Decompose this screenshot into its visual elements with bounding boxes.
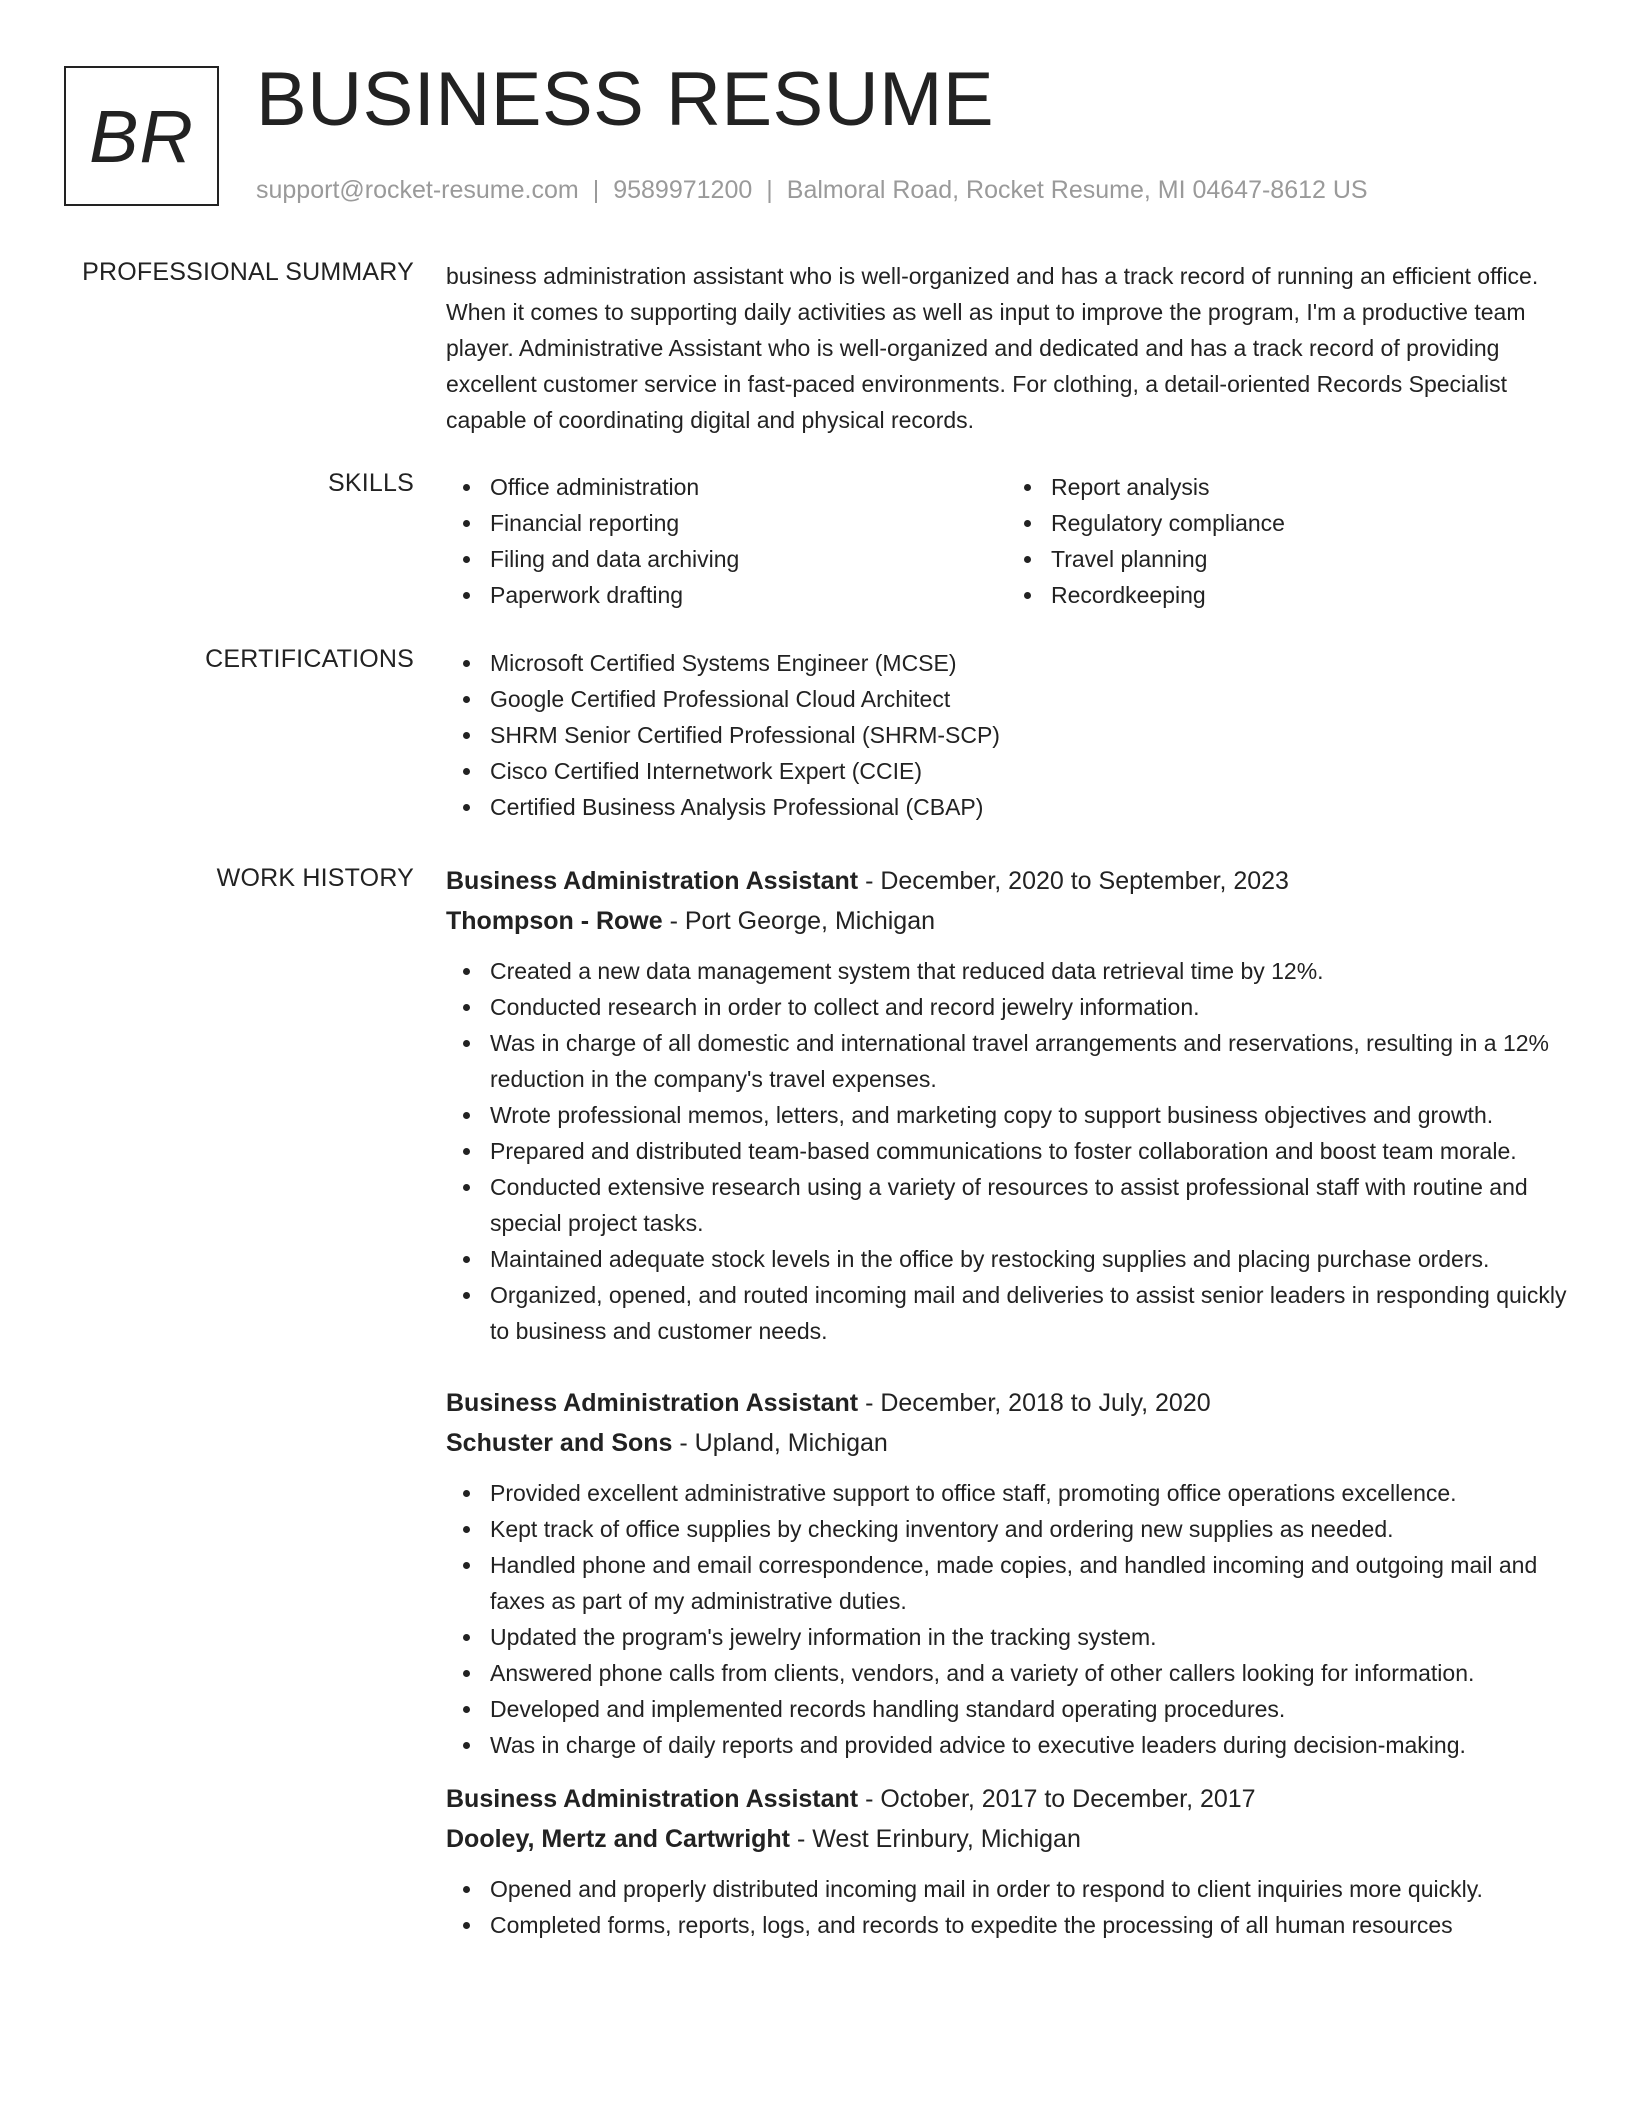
skill-item: Report analysis [1051,469,1568,505]
job-bullets [446,1871,1568,1943]
job-entry [446,861,1568,1349]
job-company: Schuster and Sons [446,1429,673,1457]
job-dates: - October, 2017 to December, 2017 [858,1785,1256,1813]
job-company-line [446,901,1568,941]
job-company-line [446,1819,1568,1859]
certification-item: SHRM Senior Certified Professional (SHRM-SCP) [490,717,1568,753]
skill-item: Travel planning [1051,541,1568,577]
monogram-logo: BR [64,66,219,206]
resume-name: BUSINESS RESUME [256,57,995,142]
job-bullet: Provided excellent administrative support to office staff, promoting office operations excellence. [490,1475,1568,1511]
job-bullet: Wrote professional memos, letters, and marketing copy to support business objectives and growth. [490,1097,1568,1133]
job-bullet: Opened and properly distributed incoming mail in order to respond to client inquiries more quickly. [490,1871,1568,1907]
job-title: Business Administration Assistant [446,1389,859,1417]
certification-item: Google Certified Professional Cloud Architect [490,681,1568,717]
job-bullet: Created a new data management system that reduced data retrieval time by 12%. [490,953,1568,989]
job-bullet: Answered phone calls from clients, vendors, and a variety of other callers looking for information. [490,1655,1568,1691]
job-company: Thompson - Rowe [446,907,663,935]
job-entry [446,1779,1568,1943]
contact-separator: | [592,176,600,204]
job-bullets [446,1475,1568,1763]
job-bullet: Was in charge of all domestic and international travel arrangements and reservations, resulting in a 12% reduction in the company's travel expenses. [490,1025,1568,1097]
certification-item: Cisco Certified Internetwork Expert (CCIE) [490,753,1568,789]
certifications-body [446,645,1568,825]
contact-phone: 9589971200 [613,176,753,204]
summary-text: business administration assistant who is well-organized and has a track record of running an efficient office. When it comes to supporting daily activities as well as input to improve the program, I'm a productive team player. Administrative Assistant who is well-organized and dedicated and has a track record of providing excellent customer service in fast-paced environments. For clothing, a detail-oriented Records Specialist capable of coordinating digital and physical records. [446,263,1539,433]
section-label-summary: PROFESSIONAL SUMMARY [82,258,414,286]
certification-item: Microsoft Certified Systems Engineer (MCSE) [490,645,1568,681]
job-bullet: Prepared and distributed team-based communications to foster collaboration and boost team morale. [490,1133,1568,1169]
skills-body [446,469,1568,613]
job-dates: - December, 2018 to July, 2020 [858,1389,1211,1417]
job-dates: - December, 2020 to September, 2023 [858,867,1289,895]
skill-item: Regulatory compliance [1051,505,1568,541]
job-bullet: Developed and implemented records handling standard operating procedures. [490,1691,1568,1727]
job-bullet: Conducted research in order to collect and record jewelry information. [490,989,1568,1025]
contact-address: Balmoral Road, Rocket Resume, MI 04647-8612 US [786,176,1368,204]
job-entry [446,1383,1568,1763]
section-label-skills: SKILLS [328,469,414,497]
job-title: Business Administration Assistant [446,1785,859,1813]
job-title-line [446,1779,1568,1819]
skill-item: Financial reporting [490,505,1007,541]
job-location: - West Erinbury, Michigan [790,1825,1081,1853]
job-title-line [446,861,1568,901]
skills-column-2 [1007,469,1568,613]
job-bullet: Kept track of office supplies by checking inventory and ordering new supplies as needed. [490,1511,1568,1547]
job-company-line [446,1423,1568,1463]
certification-item: Certified Business Analysis Professional (CBAP) [490,789,1568,825]
section-label-work-history: WORK HISTORY [216,864,414,892]
job-title-line [446,1383,1568,1423]
contact-line [256,176,1368,205]
job-title: Business Administration Assistant [446,867,859,895]
skills-column-1 [446,469,1007,613]
job-location: - Upland, Michigan [672,1429,888,1457]
job-bullet: Handled phone and email correspondence, made copies, and handled incoming and outgoing mail and faxes as part of my administrative duties. [490,1547,1568,1619]
contact-separator: | [766,176,773,204]
resume-header [64,57,1584,210]
job-bullet: Updated the program's jewelry information in the tracking system. [490,1619,1568,1655]
skill-item: Recordkeeping [1051,577,1568,613]
certifications-list [446,645,1568,825]
work-history-body [446,861,1568,1943]
skill-item: Office administration [490,469,1007,505]
job-location: - Port George, Michigan [662,907,935,935]
section-label-certifications: CERTIFICATIONS [205,645,414,673]
job-bullet: Was in charge of daily reports and provided advice to executive leaders during decision-making. [490,1727,1568,1763]
job-bullet: Conducted extensive research using a variety of resources to assist professional staff with routine and special project tasks. [490,1169,1568,1241]
job-bullet: Organized, opened, and routed incoming mail and deliveries to assist senior leaders in responding quickly to business and customer needs. [490,1277,1568,1349]
skills-grid [446,469,1568,613]
job-bullets [446,953,1568,1349]
job-company: Dooley, Mertz and Cartwright [446,1825,791,1853]
job-bullet: Maintained adequate stock levels in the office by restocking supplies and placing purchase orders. [490,1241,1568,1277]
skill-item: Paperwork drafting [490,577,1007,613]
skill-item: Filing and data archiving [490,541,1007,577]
contact-email: support@rocket-resume.com [256,176,579,204]
job-bullet: Completed forms, reports, logs, and records to expedite the processing of all human resources [490,1907,1568,1943]
